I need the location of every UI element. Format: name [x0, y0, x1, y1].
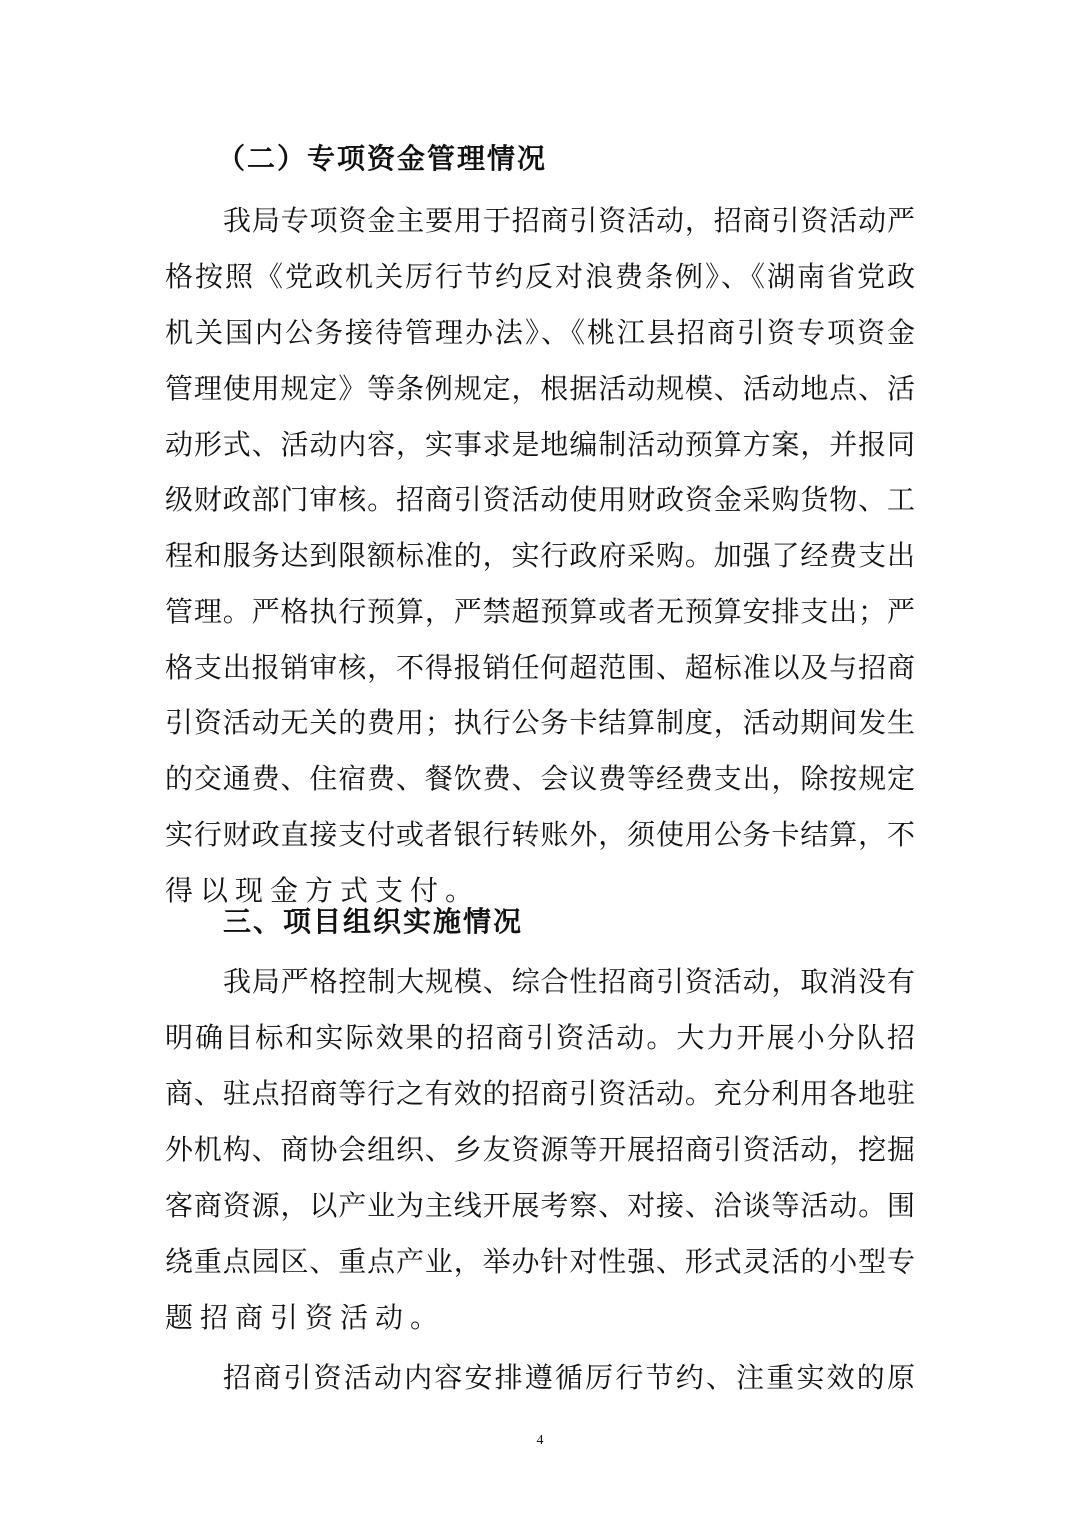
paragraph-line: 格支出报销审核，不得报销任何超范围、超标准以及与招商 — [165, 651, 915, 684]
paragraph-line: 我局严格控制大规模、综合性招商引资活动，取消没有 — [223, 965, 915, 998]
paragraph-line: 程和服务达到限额标准的，实行政府采购。加强了经费支出 — [165, 539, 915, 572]
paragraph-line: 的交通费、住宿费、餐饮费、会议费等经费支出，除按规定 — [165, 762, 915, 795]
page-number: 4 — [536, 1433, 544, 1448]
section-heading-implementation: 三、项目组织实施情况 — [223, 905, 524, 938]
paragraph-line: 招商引资活动内容安排遵循厉行节约、注重实效的原 — [223, 1361, 915, 1394]
paragraph-line: 级财政部门审核。招商引资活动使用财政资金采购货物、工 — [165, 483, 915, 516]
paragraph-line: 题招商引资活动。 — [165, 1301, 446, 1334]
paragraph-line: 明确目标和实际效果的招商引资活动。大力开展小分队招 — [165, 1021, 915, 1054]
paragraph-line: 客商资源，以产业为主线开展考察、对接、洽谈等活动。围 — [165, 1189, 915, 1222]
paragraph-line: 外机构、商协会组织、乡友资源等开展招商引资活动，挖掘 — [165, 1133, 915, 1166]
paragraph-line: 管理。严格执行预算，严禁超预算或者无预算安排支出；严 — [165, 595, 915, 628]
paragraph-line: 动形式、活动内容，实事求是地编制活动预算方案，并报同 — [165, 428, 915, 461]
paragraph-line: 实行财政直接支付或者银行转账外，须使用公务卡结算，不 — [165, 818, 915, 851]
paragraph-line: 管理使用规定》等条例规定，根据活动规模、活动地点、活 — [165, 372, 915, 405]
paragraph-line: 引资活动无关的费用；执行公务卡结算制度，活动期间发生 — [165, 706, 915, 739]
paragraph-line: 绕重点园区、重点产业，举办针对性强、形式灵活的小型专 — [165, 1245, 915, 1278]
paragraph-line: 我局专项资金主要用于招商引资活动，招商引资活动严 — [223, 204, 915, 237]
paragraph-line: 得以现金方式支付。 — [165, 874, 481, 907]
paragraph-line: 格按照《党政机关厉行节约反对浪费条例》、《湖南省党政 — [165, 260, 915, 293]
paragraph-line: 商、驻点招商等行之有效的招商引资活动。充分利用各地驻 — [165, 1077, 915, 1110]
section-heading-special-funds: （二）专项资金管理情况 — [217, 142, 548, 175]
paragraph-line: 机关国内公务接待管理办法》、《桃江县招商引资专项资金 — [165, 316, 915, 349]
